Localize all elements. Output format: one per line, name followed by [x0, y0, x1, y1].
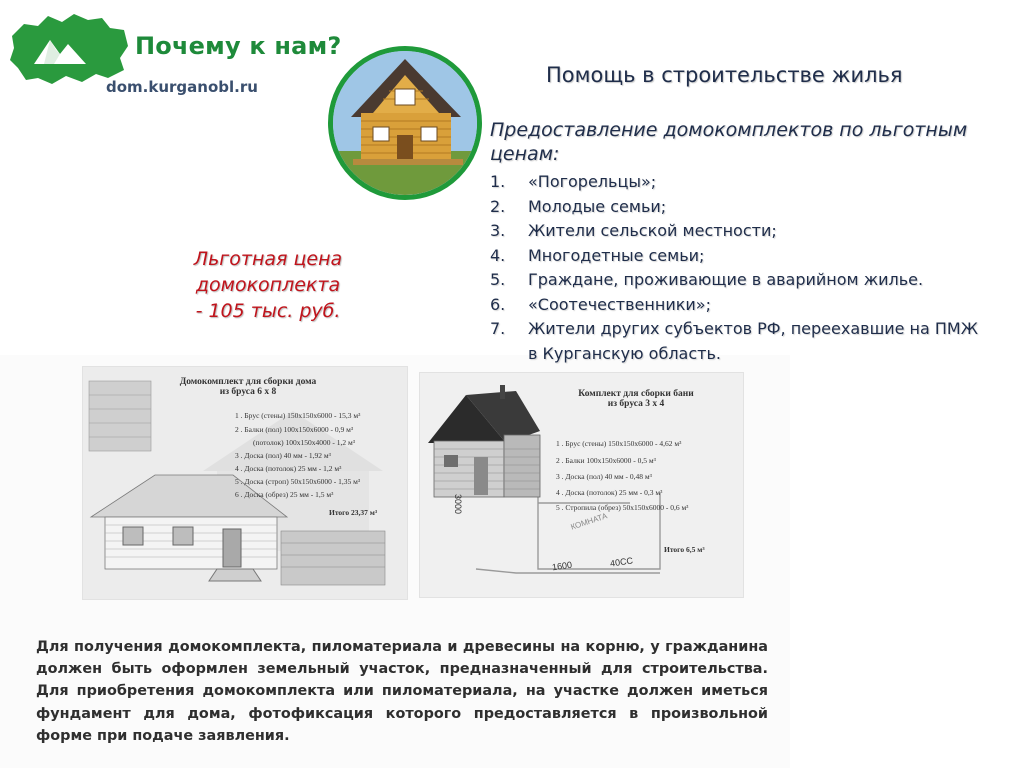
site-address[interactable]: dom.kurganobl.ru [106, 78, 258, 96]
kit-row: 1 . Брус (стены) 150х150х6000 - 15,3 м³ [235, 411, 361, 420]
kit-row: 3 . Доска (пол) 40 мм - 0,48 м³ [556, 472, 652, 481]
item-text: Граждане, проживающие в аварийном жилье. [528, 270, 924, 289]
item-text: Многодетные семьи; [528, 245, 705, 265]
list-item [490, 195, 990, 220]
price-value: - 105 тыс. руб. [195, 300, 341, 322]
list-item [490, 219, 990, 244]
item-text: Жители сельской местности; [528, 221, 777, 240]
kit-row: (потолок) 100х150х4000 - 1,2 м³ [253, 438, 355, 447]
item-number: 5. [490, 270, 506, 289]
why-us-label: Почему к нам? [135, 32, 342, 60]
page-title: Помощь в строительстве жилья [546, 63, 903, 87]
kit-title-line: Комплект для сборки бани [578, 389, 694, 399]
offer-heading: Предоставление домокомплектов по льготным ценам: [490, 119, 968, 165]
item-text: «Соотечественники»; [528, 294, 711, 314]
kit-row: 5 . Доска (строп) 50х150х6000 - 1,35 м³ [235, 477, 361, 486]
price-line: домокоплекта [195, 274, 341, 296]
list-item [490, 317, 990, 366]
item-number: 6. [490, 294, 506, 314]
log-house-photo [328, 46, 482, 200]
kit-title-line: из бруса 3 х 4 [607, 399, 665, 409]
item-text: «Погорельцы»; [528, 172, 657, 191]
price-callout [178, 246, 358, 324]
item-number: 2. [490, 196, 506, 216]
kit-title [153, 377, 343, 397]
house-kit-image [82, 366, 408, 600]
list-item [490, 293, 990, 318]
requirements-text: Для получения домокомплекта, пиломатериала и древесины на корню, у гражданина должен быть оформлен земельный участок, предназначенный для строительства. Для приобретения домокомплекта или пиломатериала, на участке должен иметься фундамент для дома, фотофиксация которого предоставляется в произвольной форме при подаче заявления. [36, 639, 768, 744]
kit-title-line: Домокомплект для сборки дома [179, 377, 317, 387]
beneficiary-list [490, 170, 990, 366]
kit-row: 3 . Доска (пол) 40 мм - 1,92 м³ [235, 451, 331, 460]
item-text: Жители других субъектов РФ, переехавшие на ПМЖ в Курганскую область. [528, 319, 978, 363]
plan-room-label: КОМНАТА [569, 511, 609, 532]
plan-dimension: 3000 [453, 493, 464, 515]
item-number: 1. [490, 172, 506, 191]
kit-row: 2 . Балки (пол) 100х150х6000 - 0,9 м³ [235, 425, 354, 434]
kit-total: Итого 6,5 м³ [664, 545, 705, 554]
kit-row: 5 . Стропила (обрез) 50х150х6000 - 0,6 м³ [556, 503, 689, 512]
item-number: 7. [490, 319, 506, 338]
plan-dimension: 40СС [609, 555, 634, 569]
kit-row: 6 . Доска (обрез) 25 мм - 1,5 м³ [235, 490, 334, 499]
kit-row: 1 . Брус (стены) 150х150х6000 - 4,62 м³ [556, 439, 682, 448]
item-number: 4. [490, 245, 506, 265]
kit-row: 4 . Доска (потолок) 25 мм - 1,2 м³ [235, 464, 342, 473]
list-item [490, 170, 990, 195]
price-line: Льготная цена [193, 248, 343, 270]
list-item [490, 268, 990, 293]
plan-dimension: 1600 [551, 559, 573, 573]
item-number: 3. [490, 221, 506, 240]
kit-row: 4 . Доска (потолок) 25 мм - 0,3 м³ [556, 488, 663, 497]
kit-total: Итого 23,37 м³ [329, 508, 378, 517]
list-item [490, 244, 990, 269]
kit-row: 2 . Балки 100х150х6000 - 0,5 м³ [556, 456, 656, 465]
kit-title-line: из бруса 6 х 8 [219, 387, 277, 397]
bath-kit-image [419, 372, 744, 598]
item-text: Молодые семьи; [528, 196, 667, 216]
bath-kit-title [546, 389, 726, 409]
